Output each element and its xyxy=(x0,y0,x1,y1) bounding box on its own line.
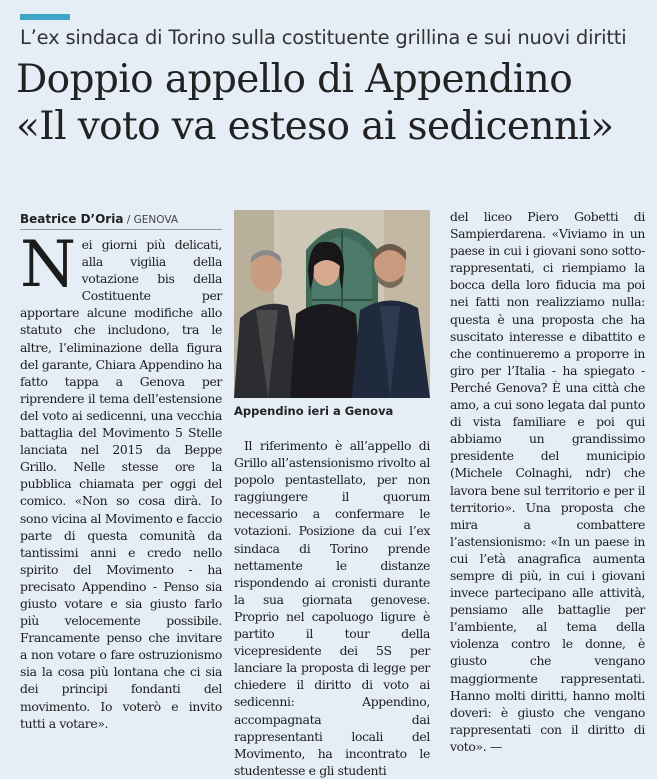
headline-line-2: «Il voto va esteso ai sedicenni» xyxy=(16,104,614,149)
column-3-text: del liceo Piero Gobetti di Sampierdarena. «Viviamo in un paese in cui i giovani sono sotto-rappresentati, ci riempiamo la bocca della loro fiducia ma poi nei fatti non realizziamo nulla: questa è una proposta che ha suscitato interesse e dibattito e che continueremo a proporre in giro per l’Italia - ha spiegato - Perché Genova? È una città che amo, a cui sono legata dal punto di vista familiare e poi qui abbiamo un grandissimo presidente del municipio (Michele Colnaghi, ndr) che lavora bene sul territorio e per il territorio». Una proposta che mira a combattere l’astensionismo: «In un paese in cui l’età anagrafica aumenta sempre di più, in cui i giovani invece partecipano alle attività, pensiamo alle battaglie per l’ambiente, al tema della violenza contro le donne, è giusto che vengano maggiormente rappresentati. Hanno molti diritti, hanno molti doveri: è giusto che vengano rappresentati con il diritto di voto». — xyxy=(450,209,645,754)
article-photo xyxy=(234,210,430,398)
photo-caption: Appendino ieri a Genova xyxy=(234,404,394,418)
dateline-location: / GENOVA xyxy=(123,214,179,226)
headline-line-1: Doppio appello di Appendino xyxy=(16,57,573,102)
article-column-2 xyxy=(234,437,430,778)
article-column-1 xyxy=(20,228,222,768)
column-1-text: ei giorni più delicati, alla vigilia della votazione bis della Costituente per apportare alcune modifiche allo statuto che includono, tra le altre, l’eliminazione della figura del garante, Chiara Appendino ha fatto tappa a Genova per riprendere il tema dell’estensione del voto ai sedicenni, una vecchia battaglia del Movimento 5 Stelle lanciata nel 2015 da Beppe Grillo. Nelle stesse ore la pubblica chiamata per oggi del comico. «Non so cosa dirà. Io sono vicina al Movimento e faccio parte di questa comunità da tantissimi anni e credo nello spirito del Movimento - ha precisato Appendino - Penso sia giusto votare e sia giusto farlo più velocemente possibile. Francamente penso che invitare a non votare o fare ostruzionismo sia la cosa più lontana che ci sia dei principi fondanti del movimento. Io voterò e invito tutti a votare». xyxy=(20,237,222,731)
author-name: Beatrice D’Oria xyxy=(20,212,124,226)
photo-illustration xyxy=(234,210,430,398)
byline xyxy=(20,212,220,226)
article-headline xyxy=(16,56,646,150)
drop-cap: N xyxy=(20,228,76,302)
section-accent-bar xyxy=(20,14,70,20)
article-column-3 xyxy=(450,208,645,768)
column-2-text: Il riferimento è all’appello di Grillo all’astensionismo rivolto al popolo pentastellato, per non raggiungere il quorum necessario a confermare le votazioni. Posizione da cui l’ex sindaca di Torino prende nettamente le distanze rispondendo ai cronisti durante la sua giornata genovese. Proprio nel capoluogo ligure è partito il tour della vicepresidente dei 5S per lanciare la proposta di legge per chiedere il diritto di voto ai sedicenni: Appendino, accompagnata dai rappresentanti locali del Movimento, ha incontrato le studentesse e gli studenti xyxy=(234,438,430,778)
article-kicker: L’ex sindaca di Torino sulla costituente grillina e sui nuovi diritti xyxy=(20,26,627,49)
